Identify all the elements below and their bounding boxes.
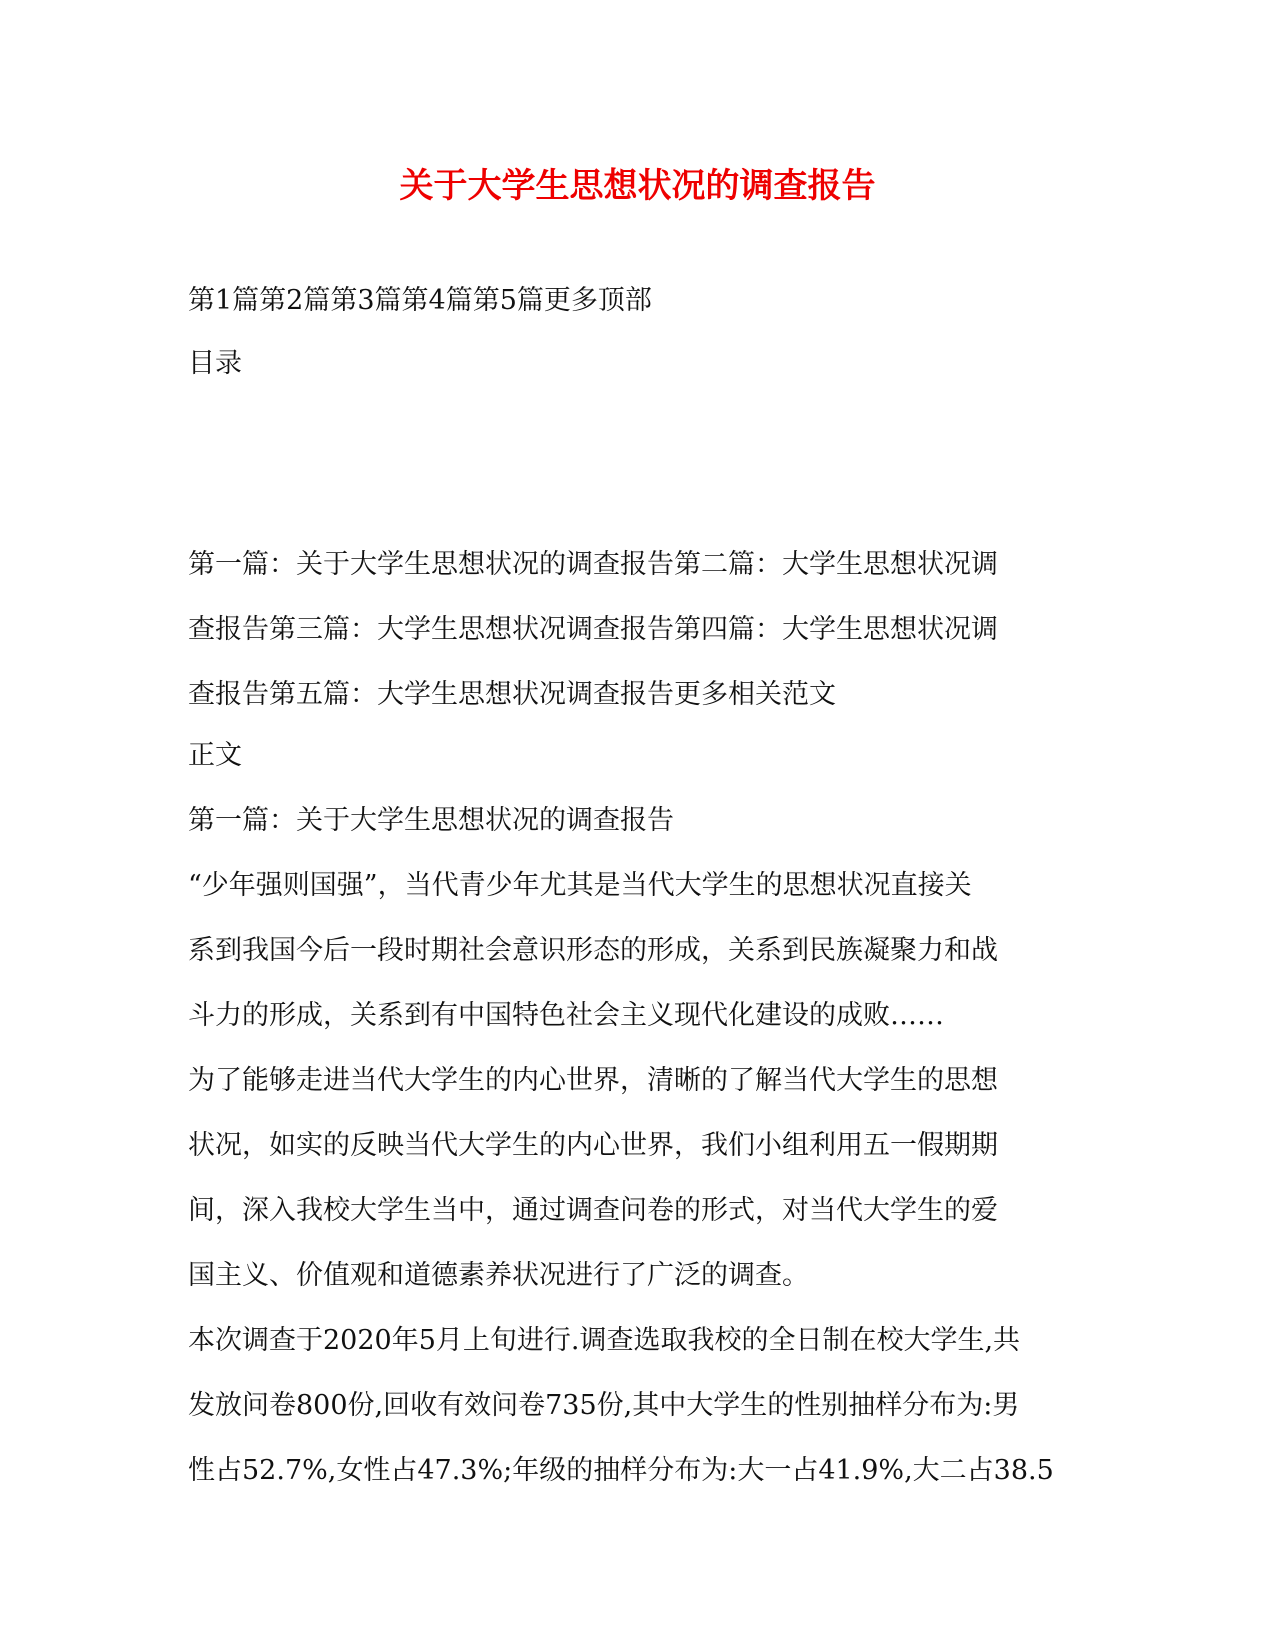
paragraph-line: 国主义、价值观和道德素养状况进行了广泛的调查。 [188, 1260, 809, 1291]
paragraph-line: 状况，如实的反映当代大学生的内心世界，我们小组利用五一假期期 [188, 1130, 998, 1161]
paragraph-line: 本次调查于2020年5月上旬进行.调查选取我校的全日制在校大学生,共 [188, 1325, 1021, 1356]
article-nav [188, 268, 1088, 333]
body-heading: 正文 [188, 740, 242, 771]
toc-heading: 目录 [188, 348, 242, 379]
paragraph-line: 为了能够走进当代大学生的内心世界，清晰的了解当代大学生的思想 [188, 1065, 998, 1096]
document-title: 关于大学生思想状况的调查报告 [399, 166, 876, 206]
paragraph-line: 斗力的形成，关系到有中国特色社会主义现代化建设的成败…… [188, 1000, 944, 1031]
paragraph-line: 发放问卷800份,回收有效问卷735份,其中大学生的性别抽样分布为:男 [188, 1390, 1020, 1421]
toc-section [188, 331, 1088, 396]
section-heading: 第一篇：关于大学生思想状况的调查报告 [188, 805, 674, 836]
toc-line[interactable]: 第一篇：关于大学生思想状况的调查报告第二篇：大学生思想状况调 [188, 549, 998, 580]
toc-list [188, 532, 1088, 727]
paragraph-line: 性占52.7%,女性占47.3%;年级的抽样分布为:大一占41.9%,大二占38.5 [188, 1455, 1054, 1486]
toc-line[interactable]: 查报告第三篇：大学生思想状况调查报告第四篇：大学生思想状况调 [188, 614, 998, 645]
paragraph-line: 间，深入我校大学生当中，通过调查问卷的形式，对当代大学生的爱 [188, 1195, 998, 1226]
article-nav-links[interactable]: 第1篇第2篇第3篇第4篇第5篇更多顶部 [188, 285, 652, 316]
toc-line[interactable]: 查报告第五篇：大学生思想状况调查报告更多相关范文 [188, 679, 836, 710]
paragraph-line: 系到我国今后一段时期社会意识形态的形成，关系到民族凝聚力和战 [188, 935, 998, 966]
main-content [188, 723, 1088, 1503]
paragraph-line: “少年强则国强”，当代青少年尤其是当代大学生的思想状况直接关 [188, 870, 972, 901]
